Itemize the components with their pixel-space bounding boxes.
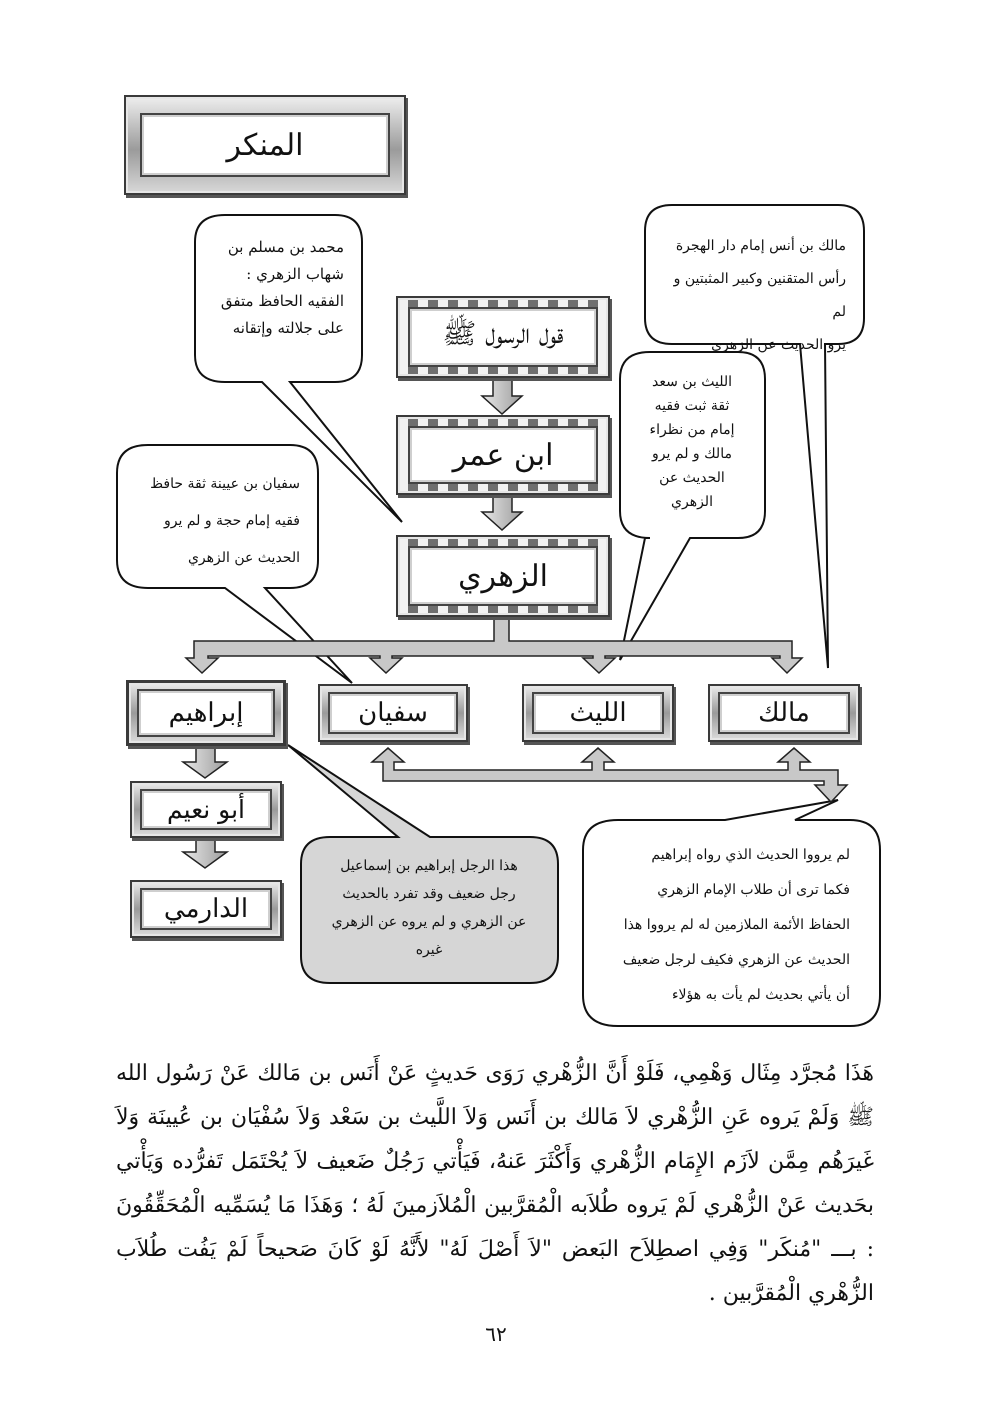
note-line: ثقة ثبت فقيه	[654, 398, 730, 414]
note-line: محمد بن مسلم بن	[227, 238, 344, 256]
note-line: الزهري	[671, 494, 713, 510]
arrow-umar-zuhri	[482, 494, 522, 530]
node-sufyan-label: سفيان	[358, 698, 428, 728]
node-prophet-label: قول الرسول ﷺ	[442, 317, 564, 350]
note-line: غيره	[415, 942, 443, 958]
note-zuhri	[200, 220, 360, 356]
node-abu-nuaym	[130, 781, 282, 838]
note-line: فقيه إمام حجة و لم يرو	[163, 513, 300, 529]
arrow-ibrahim-abunuaym	[183, 748, 227, 778]
body-paragraph: هَذَا مُجرَّد مِثَال وَهْمِي، فَلَوْ أَنَّ الزُّهْري رَوَى حَديثٍ عَنْ أَنَس بن مَالك عَنْ رَسُول الله ﷺ وَلَمْ يَروه عَنِ الزُّهْري لاَ مَالك بن أَنَس وَلاَ اللَّيث بن سَعْد وَلاَ سُفْيَان بن عُيينَة وَلاَ غَيرَهُم مِمَّن لاَزَم الإِمَام الزُّهْري وَأَكْثَرَ عَنهُ، فَيَأْتي رَجُلٌ ضَعيف لاَ يُحْتَمَل تَفرُّده وَيَأْتي بحَديث عَنْ الزُّهْري لَمْ يَروه طُلاَبه الْمُقرَّبين الْمُلاَزمينَ لَهُ ؛ وَهَذَا مَا يُسَمِّيه الْمُحَقِّقُونَ : بـــ "مُنكَر" وَفِي اصطِلاَح البَعض "لاَ أَصْلَ لَهُ" لأَنَّهُ لَوْ كَانَ صَحيحاً لَمْ يَفُت طُلاَب الزُّهْري الْمُقرَّبين .	[116, 1061, 874, 1306]
node-malik-label: مالك	[758, 698, 810, 728]
page-number: ٦٢	[485, 1322, 507, 1346]
page-title: المنكر	[226, 127, 304, 163]
note-ibrahim	[303, 844, 555, 972]
note-line: الفقيه الحافظ متفق	[220, 292, 344, 310]
note-line: الحديث عن الزهري	[187, 550, 300, 566]
node-sufyan	[318, 684, 468, 742]
node-layth-label: الليث	[569, 698, 627, 728]
note-line: لم يرووا الحديث الذي رواه إبراهيم	[651, 847, 850, 863]
arrow-abunuaym-darimi	[183, 839, 227, 868]
note-line: عن الزهري و لم يروه عن الزهري	[331, 914, 527, 930]
note-line: مالك بن أنس إمام دار الهجرة	[675, 238, 846, 254]
node-prophet	[396, 296, 610, 378]
note-line: أن يأتي بحديث لم يأت به هؤلاء	[671, 987, 850, 1003]
note-line: يرو الحديث عن الزهري	[711, 337, 846, 353]
note-students	[588, 832, 878, 1019]
title-frame	[124, 95, 406, 195]
arrow-prophet-umar	[482, 378, 522, 414]
node-ibn-umar-label: ابن عمر	[452, 437, 554, 473]
node-zuhri-label: الزهري	[458, 558, 548, 594]
note-line: الحديث عن الزهري فكيف لرجل ضعيف	[622, 952, 850, 968]
node-ibn-umar	[396, 415, 610, 495]
node-darimi	[130, 880, 282, 938]
node-abu-nuaym-label: أبو نعيم	[167, 795, 245, 824]
note-malik	[648, 216, 862, 376]
note-line: إمام من نظراء	[649, 422, 735, 438]
note-line: الليث بن سعد	[651, 374, 733, 390]
note-line: الحفاظ الأئمة الملازمين له لم يرووا هذا	[623, 917, 850, 933]
note-line: هذا الرجل إبراهيم بن إسماعيل	[340, 858, 518, 874]
note-sufyan	[120, 452, 316, 591]
note-line: الحديث عن	[659, 470, 725, 486]
note-line: سفيان بن عيينة ثقة حافظ	[150, 476, 300, 492]
node-zuhri	[396, 535, 610, 617]
students-bracket	[372, 748, 847, 802]
note-line: على جلالته وإتقانه	[232, 319, 344, 337]
node-darimi-label: الدارمي	[163, 894, 249, 924]
note-line: رأس المتقنين وكبير المثبتين و لم	[673, 271, 846, 320]
node-layth	[522, 684, 674, 742]
note-layth	[622, 356, 762, 528]
note-line: شهاب الزهري :	[246, 265, 344, 283]
node-malik	[708, 684, 860, 742]
note-line: رجل ضعيف وقد تفرد بالحديث	[342, 886, 516, 902]
note-line: فكما ترى أن طلاب الإمام الزهري	[657, 882, 850, 898]
node-ibrahim-label: إبراهيم	[168, 698, 244, 728]
node-ibrahim	[126, 680, 286, 746]
note-line: مالك و لم يرو	[652, 446, 732, 462]
